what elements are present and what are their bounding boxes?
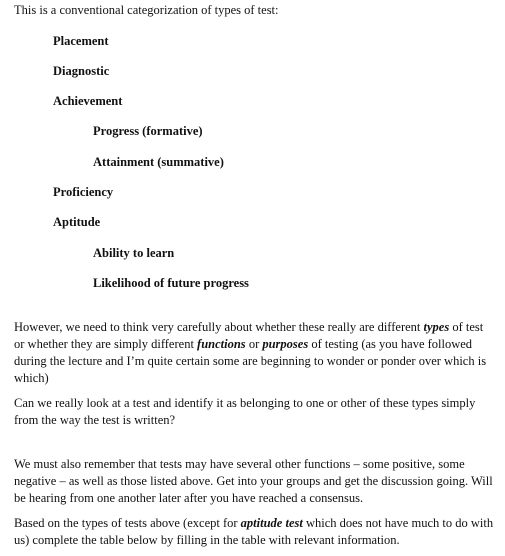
p1-text-b: of test or whether they are simply different (14, 320, 484, 351)
category-placement: Placement (53, 34, 109, 48)
subcategory-attainment: Attainment (summative) (93, 155, 224, 169)
paragraph-question: Can we really look at a test and identify it as belonging to one or other of these types simply from the way the test is written? (14, 396, 476, 427)
category-diagnostic: Diagnostic (53, 64, 110, 78)
p1-term-types: types (423, 320, 450, 334)
p1-text-or: or (245, 337, 263, 351)
p4-text-b: which does not have much to do with us) complete the table below by filling in the table with relevant information. (14, 516, 494, 547)
p4-text-a: Based on the types of tests above (except for (14, 516, 241, 530)
p1-term-functions: functions (197, 337, 246, 351)
subcategory-ability: Ability to learn (93, 246, 175, 260)
category-proficiency: Proficiency (53, 185, 114, 199)
subcategory-likelihood: Likelihood of future progress (93, 276, 249, 290)
paragraph-instructions (14, 515, 496, 549)
paragraph-other-functions: We must also remember that tests may have several other functions – some positive, some negative – as well as those listed above. Get into your groups and get the discussion going. Will be hearing from one another later after you have reached a consensus. (14, 457, 493, 505)
p4-term-aptitude-test: aptitude test (240, 516, 303, 530)
intro-text: This is a conventional categorization of types of test: (14, 3, 279, 17)
p1-text-a: However, we need to think very carefully about whether these really are different (14, 320, 424, 334)
subcategory-progress: Progress (formative) (93, 124, 203, 138)
p1-text-c: of testing (as you have followed during the lecture and I’m quite certain some are beginning to wonder or ponder over which is which) (14, 337, 487, 385)
paragraph-types-vs-functions (14, 319, 496, 387)
category-achievement: Achievement (53, 94, 123, 108)
p1-term-purposes: purposes (262, 337, 309, 351)
category-aptitude: Aptitude (53, 215, 101, 229)
